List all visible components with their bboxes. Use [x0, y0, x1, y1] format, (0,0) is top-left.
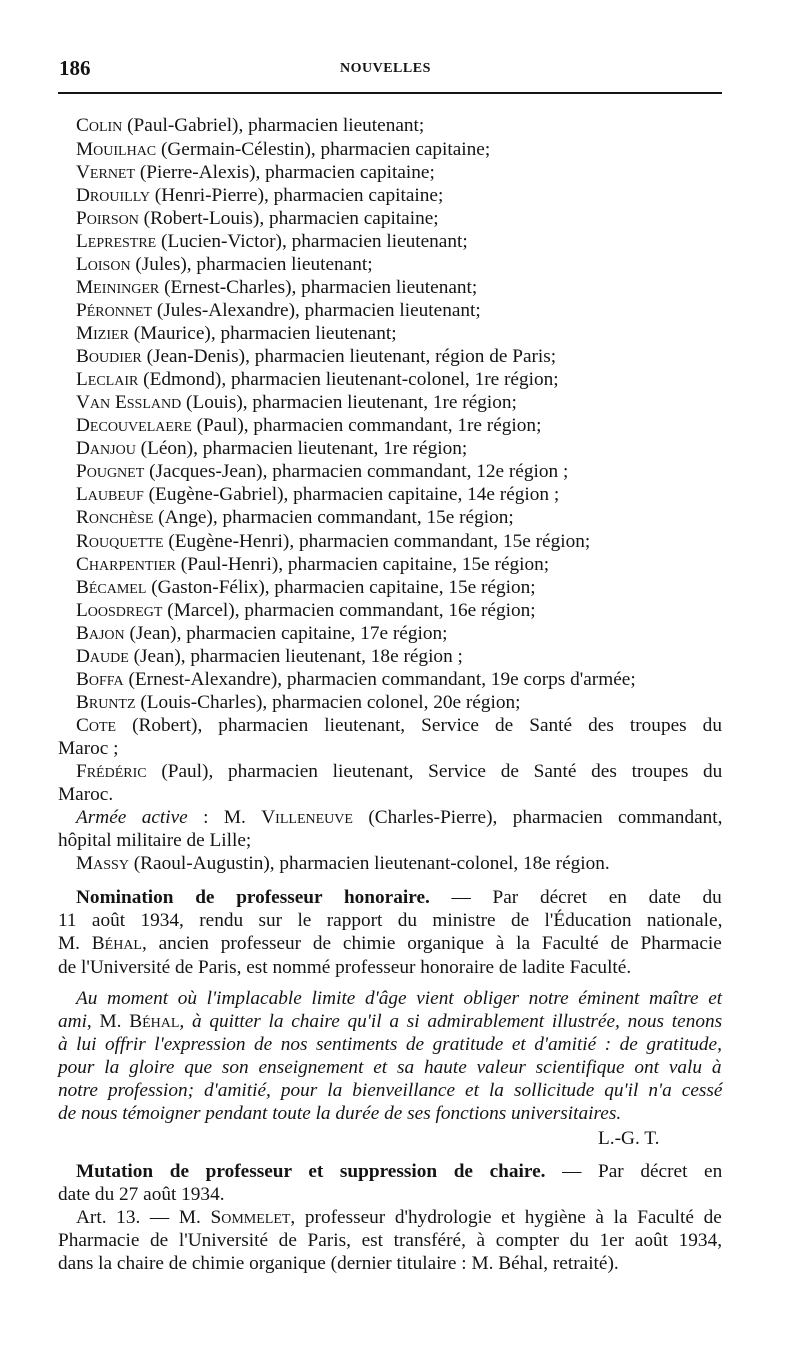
person-name: Laubeuf — [76, 484, 144, 505]
text-line — [76, 714, 722, 738]
text-line — [58, 1252, 619, 1276]
text-run: (Pierre-Alexis), pharmacien capitaine; — [135, 162, 435, 183]
text-run: dans la chaire de chimie organique (dernier titulaire : M. Béhal, retraité). — [58, 1253, 619, 1274]
person-name: Cote — [76, 715, 117, 736]
text-run: pour la gloire que son enseignement et sa haute valeur scientifique ont valu à — [58, 1057, 722, 1078]
person-name: Villeneuve — [261, 807, 353, 828]
text-run: — Par décret en date du — [429, 887, 722, 908]
section-heading: Mutation de professeur et suppression de chaire. — [76, 1161, 546, 1182]
text-line — [58, 1102, 621, 1126]
text-line — [76, 668, 636, 692]
text-run: (Jacques-Jean), pharmacien commandant, 12e région ; — [144, 461, 569, 482]
text-run: (Jean), pharmacien lieutenant, 18e région ; — [128, 646, 463, 667]
person-name: Danjou — [76, 438, 136, 459]
text-line — [58, 783, 113, 807]
text-run: (Edmond), pharmacien lieutenant-colonel, 1re région; — [138, 369, 559, 390]
person-name: Rouquette — [76, 531, 164, 552]
text-run: , à quitter la chaire qu'il a si admirablement illustrée, nous tenons — [179, 1011, 723, 1032]
text-run: (Germain-Célestin), pharmacien capitaine; — [156, 139, 491, 160]
text-run: Au moment où l'implacable limite d'âge vient obliger notre éminent maître et — [76, 988, 723, 1009]
text-line — [76, 414, 541, 438]
text-run: de l'Université de Paris, est nommé professeur honoraire de ladite Faculté. — [58, 957, 632, 978]
person-name: Massy — [76, 853, 129, 874]
text-line — [58, 932, 722, 956]
text-run: Pharmacie de l'Université de Paris, est transféré, à compter du 1er août 1934, — [58, 1230, 723, 1251]
person-name: Boudier — [76, 346, 142, 367]
person-name: Bruntz — [76, 692, 136, 713]
text-run: — Par décret en — [545, 1161, 723, 1182]
text-line — [76, 691, 521, 715]
person-name: Leprestre — [76, 231, 157, 252]
text-run: Art. 13. — M. — [76, 1207, 211, 1228]
text-run: (Ernest-Alexandre), pharmacien commandant, 19e corps d'armée; — [123, 669, 636, 690]
text-run: (Eugène-Henri), pharmacien commandant, 15e région; — [163, 531, 591, 552]
person-name: Ronchèse — [76, 507, 154, 528]
text-run: , professeur d'hydrologie et hygiène à la Faculté de — [290, 1207, 722, 1228]
text-line — [76, 987, 722, 1011]
text-run: , ancien professeur de chimie organique à la Faculté de Pharmacie — [141, 933, 722, 954]
text-run: (Paul-Henri), pharmacien capitaine, 15e région; — [175, 554, 550, 575]
text-line — [76, 806, 722, 830]
text-line — [76, 760, 722, 784]
text-line — [76, 530, 590, 554]
text-line — [58, 1079, 722, 1103]
text-line — [76, 852, 610, 876]
text-run: (Henri-Pierre), pharmacien capitaine; — [149, 185, 444, 206]
person-name: Bajon — [76, 623, 125, 644]
text-run: (Paul-Gabriel), pharmacien lieutenant; — [122, 115, 425, 136]
text-line — [58, 829, 251, 853]
text-line — [58, 1033, 722, 1057]
text-run: (Ange), pharmacien commandant, 15e région; — [153, 507, 514, 528]
text-run: à lui offrir l'expression de nos sentiments de gratitude et d'amitié : de gratitude, — [58, 1034, 722, 1055]
text-run: ami — [58, 1011, 87, 1032]
text-line — [76, 345, 556, 369]
text-line — [58, 956, 631, 980]
text-line — [76, 299, 481, 323]
text-run: (Robert), pharmacien lieutenant, Service de Santé des troupes du — [116, 715, 722, 736]
text-line — [76, 506, 514, 530]
text-line — [76, 622, 447, 646]
text-run: (Jules), pharmacien lieutenant; — [130, 254, 373, 275]
text-line — [76, 276, 477, 300]
person-name: Leclair — [76, 369, 139, 390]
text-line — [76, 114, 424, 138]
person-name: Van Essland — [76, 392, 182, 413]
person-name: Colin — [76, 115, 123, 136]
text-line — [76, 1160, 722, 1184]
person-name: Decouvelaere — [76, 415, 192, 436]
person-name: Loison — [76, 254, 131, 275]
text-run: (Louis), pharmacien lieutenant, 1re région; — [181, 392, 517, 413]
section-heading: Nomination de professeur honoraire. — [76, 887, 430, 908]
person-name: Mizier — [76, 323, 129, 344]
text-run: M. — [58, 933, 92, 954]
text-run: (Raoul-Augustin), pharmacien lieutenant-colonel, 18e région. — [128, 853, 610, 874]
page-number: 186 — [59, 56, 91, 80]
text-line — [76, 138, 490, 162]
person-name: Charpentier — [76, 554, 176, 575]
person-name: Bécamel — [76, 577, 147, 598]
text-line — [76, 230, 468, 254]
running-head: NOUVELLES — [340, 61, 431, 76]
person-name: Pougnet — [76, 461, 145, 482]
text-line — [58, 1229, 722, 1253]
person-name: Béhal — [91, 933, 142, 954]
text-run: (Gaston-Félix), pharmacien capitaine, 15e région; — [146, 577, 536, 598]
text-run: 11 août 1934, rendu sur le rapport du ministre de l'Éducation nationale, — [58, 910, 723, 931]
text-line — [76, 161, 435, 185]
text-line — [76, 437, 467, 461]
text-line — [58, 1183, 225, 1207]
header-rule — [58, 92, 722, 94]
text-run: (Louis-Charles), pharmacien colonel, 20e région; — [135, 692, 521, 713]
text-run: date du 27 août 1934. — [58, 1184, 225, 1205]
text-run: hôpital militaire de Lille; — [58, 830, 252, 851]
text-line — [58, 909, 722, 933]
text-run: (Paul), pharmacien lieutenant, Service de Santé des troupes du — [146, 761, 723, 782]
text-run: Armée active — [76, 807, 188, 828]
text-run: (Robert-Louis), pharmacien capitaine; — [138, 208, 439, 229]
text-run: (Ernest-Charles), pharmacien lieutenant; — [159, 277, 478, 298]
text-line — [76, 184, 443, 208]
text-run: (Léon), pharmacien lieutenant, 1re région; — [135, 438, 468, 459]
text-line — [76, 391, 517, 415]
text-run: notre profession; d'amitié, pour la bienveillance et la sollicitude qu'il n'a cessé — [58, 1080, 723, 1101]
signature: L.-G. T. — [598, 1128, 660, 1149]
text-line — [58, 737, 119, 761]
text-run: Maroc. — [58, 784, 114, 805]
text-run: Maroc ; — [58, 738, 119, 759]
person-name: Boffa — [76, 669, 124, 690]
text-run: (Maurice), pharmacien lieutenant; — [128, 323, 397, 344]
text-line — [76, 886, 722, 910]
text-run: : M. — [187, 807, 262, 828]
text-run: (Lucien-Victor), pharmacien lieutenant; — [156, 231, 468, 252]
person-name: Drouilly — [76, 185, 150, 206]
text-run: (Marcel), pharmacien commandant, 16e région; — [162, 600, 536, 621]
text-line — [58, 1056, 722, 1080]
text-line — [76, 1206, 722, 1230]
text-line — [76, 207, 439, 231]
text-run: (Jean), pharmacien capitaine, 17e région; — [124, 623, 448, 644]
text-run: de nous témoigner pendant toute la durée de ses fonctions universitaires. — [58, 1103, 622, 1124]
person-name: Béhal — [129, 1011, 180, 1032]
person-name: Péronnet — [76, 300, 153, 321]
text-run: , M. — [86, 1011, 130, 1032]
person-name: Sommelet — [210, 1207, 291, 1228]
person-name: Meininger — [76, 277, 160, 298]
text-run: (Jules-Alexandre), pharmacien lieutenant; — [152, 300, 481, 321]
person-name: Daude — [76, 646, 129, 667]
person-name: Frédéric — [76, 761, 147, 782]
text-run: (Paul), pharmacien commandant, 1re région; — [191, 415, 542, 436]
text-line — [76, 576, 536, 600]
text-line — [76, 553, 549, 577]
text-run: (Eugène-Gabriel), pharmacien capitaine, 14e région ; — [143, 484, 560, 505]
text-run: (Jean-Denis), pharmacien lieutenant, région de Paris; — [141, 346, 557, 367]
text-line — [76, 599, 536, 623]
text-line — [76, 483, 559, 507]
text-run: (Charles-Pierre), pharmacien commandant, — [352, 807, 723, 828]
text-line — [76, 645, 463, 669]
person-name: Vernet — [76, 162, 136, 183]
text-line — [76, 253, 373, 277]
person-name: Mouilhac — [76, 139, 157, 160]
person-name: Loosdregt — [76, 600, 163, 621]
text-line — [76, 368, 559, 392]
person-name: Poirson — [76, 208, 139, 229]
text-line — [76, 322, 397, 346]
text-line — [58, 1010, 722, 1034]
text-line — [76, 460, 568, 484]
